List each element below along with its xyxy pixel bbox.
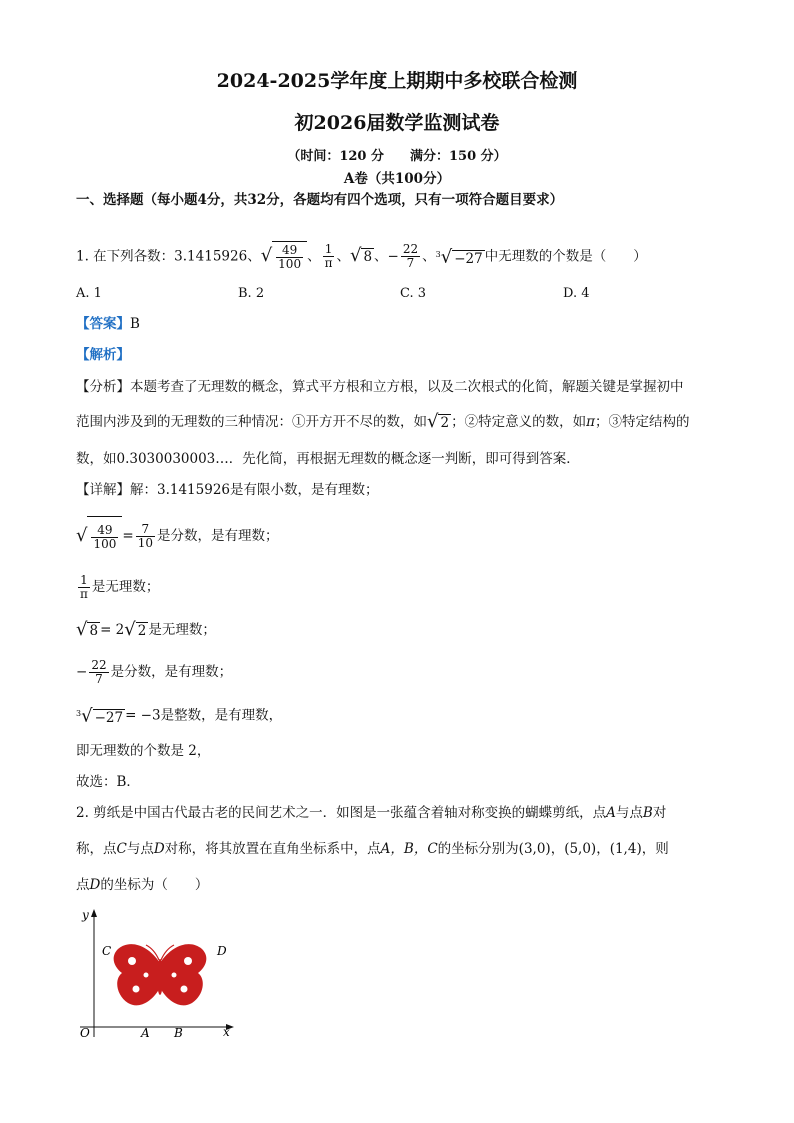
q2-text-2a: 称，点 xyxy=(76,841,117,857)
analysis-heading xyxy=(76,345,130,365)
detail-label: 【详解】 xyxy=(76,482,130,498)
q2-line-1 xyxy=(76,803,666,823)
detail-line-3 xyxy=(76,570,159,604)
d2-num: 49 xyxy=(97,523,113,537)
q1-cbrt: $^3$√ −27 xyxy=(435,246,483,268)
q1-f2-den: 7 xyxy=(401,256,420,270)
detail-line-7: 即无理数的个数是 2， xyxy=(76,743,211,759)
point-d-label: D xyxy=(217,944,227,958)
d5-num: 22 xyxy=(91,658,107,672)
q1-f-num: 1 xyxy=(324,242,333,257)
d5-text: 是分数，是有理数； xyxy=(110,664,233,680)
y-arrow-icon xyxy=(91,909,97,917)
analysis-label: 【解析】 xyxy=(76,347,130,363)
q1-sqrt8: √ 8 xyxy=(349,245,373,267)
q1-cbrt-val: −27 xyxy=(454,250,483,267)
d5-neg: − xyxy=(76,664,88,680)
q1-f-den: π xyxy=(324,256,333,271)
analysis-sqrt2: 2 xyxy=(440,415,450,431)
point-c-label: C xyxy=(102,944,112,958)
detail-line-5 xyxy=(76,654,232,690)
q2-c2: (5,0) xyxy=(564,841,597,857)
d2-rnum: 7 xyxy=(141,522,150,536)
d6-eq: = −3 xyxy=(125,707,161,724)
q1-suffix: 中无理数的个数是（ ） xyxy=(484,248,647,265)
q2-text-2c: 的坐标分别为 xyxy=(437,841,519,857)
question-1 xyxy=(76,240,647,274)
analysis-line-2: 范围内涉及到的无理数的三种情况：①开方开不尽的数，如√ 2 ；②特定意义的数，如π；③特定结构的 xyxy=(76,411,690,432)
d4-eq: = 2 xyxy=(100,622,125,638)
d5-den: 7 xyxy=(89,672,108,686)
d4-b: 2 xyxy=(137,623,147,639)
q1-sqrt-fraction: √ $\frac{49}{100}$ xyxy=(261,241,307,272)
q2-line-3 xyxy=(76,875,208,895)
d3-text: 是无理数； xyxy=(91,579,160,595)
fenxi-label: 【分析】 xyxy=(76,379,130,395)
q2-c1: (3,0) xyxy=(518,841,551,857)
d6-a: −27 xyxy=(94,709,124,726)
d3-den: π xyxy=(80,587,88,601)
d4-a: 8 xyxy=(89,623,99,639)
q1-prefix: 1. 在下列各数： xyxy=(76,248,175,265)
d2-rden: 10 xyxy=(137,536,153,550)
d2-eq: = xyxy=(122,528,134,544)
answer-value: B xyxy=(130,316,140,332)
d3-num: 1 xyxy=(80,573,88,587)
analysis-text-2a: 范围内涉及到的无理数的三种情况：①开方开不尽的数，如 xyxy=(76,414,427,430)
analysis-text-2c: ；③特定结构的 xyxy=(594,414,690,430)
analysis-line-3: 数，如0.3030030003…．先化简，再根据无理数的概念逐一判断，即可得到答案． xyxy=(76,451,580,467)
butterfly-icon xyxy=(114,944,207,1005)
analysis-text-1: 本题考查了无理数的概念，算式平方根和立方根，以及二次根式的化简，解题关键是掌握初中 xyxy=(130,379,684,395)
q2-B: B xyxy=(642,805,653,821)
d4-text: 是无理数； xyxy=(148,622,216,638)
q1-sep: 、 xyxy=(247,248,261,265)
option-a: A. 1 xyxy=(76,286,102,301)
q1-sep: 、 xyxy=(374,248,388,265)
q2-text-2b: 对称，将其放置在直角坐标系中，点 xyxy=(164,841,381,857)
d2-text: 是分数，是有理数； xyxy=(156,528,279,544)
q2-text-1: 2. 剪纸是中国古代最古老的民间艺术之一．如图是一张蕴含着轴对称变换的蝴蝶剪纸，点 xyxy=(76,805,607,821)
analysis-pi: π xyxy=(586,414,595,430)
q2-mid1: 与点 xyxy=(615,805,643,821)
q2-text-3b: 的坐标为（ ） xyxy=(100,877,209,893)
q1-sep: 、 xyxy=(307,248,321,265)
q1-n1: 3.1415926 xyxy=(174,248,248,265)
q2-text-2d: ，则 xyxy=(641,841,669,857)
q2-mid2: 与点 xyxy=(126,841,154,857)
q1-sqrt-den: 100 xyxy=(278,257,302,272)
detail-text-1: 解：3.1415926是有限小数，是有理数； xyxy=(130,482,379,498)
q2-line-2: 称，点C与点D对称，将其放置在直角坐标系中，点A，B，C的坐标分别为(3,0)，(5,0)，(1,4)，则 xyxy=(76,841,669,857)
q1-sep: 、 xyxy=(422,248,436,265)
point-a-label: A xyxy=(141,1026,150,1040)
q1-neg: − xyxy=(387,248,399,265)
q2-end1: 对 xyxy=(652,805,667,821)
exam-meta: （时间：120 分 满分：150 分） xyxy=(287,149,507,164)
q2-text-3a: 点 xyxy=(76,877,90,893)
analysis-line-1 xyxy=(76,377,684,397)
q1-sqrt-num: 49 xyxy=(281,243,298,258)
d6-text: 是整数，是有理数， xyxy=(160,707,283,724)
q2-pts: A，B，C xyxy=(380,841,438,857)
d2-den: 100 xyxy=(93,537,117,551)
q2-D2: D xyxy=(89,877,101,893)
q2-D: D xyxy=(153,841,165,857)
q2-C: C xyxy=(116,841,127,857)
option-b: B. 2 xyxy=(238,286,265,301)
detail-line-1 xyxy=(76,480,379,500)
answer-line xyxy=(76,314,140,334)
volume-label: A卷（共100分） xyxy=(343,171,451,187)
option-d: D. 4 xyxy=(563,286,590,301)
detail-line-6: $^3$√ −27 = −3是整数，是有理数， xyxy=(76,705,283,727)
option-c: C. 3 xyxy=(400,286,427,301)
q1-sep: 、 xyxy=(336,248,350,265)
analysis-text-2b: ；②特定意义的数，如 xyxy=(451,414,587,430)
y-axis-label: y xyxy=(82,908,89,922)
butterfly-figure xyxy=(70,905,250,1045)
exam-subtitle: 初2026届数学监测试卷 xyxy=(294,112,500,134)
detail-line-2: √ $\frac{49}{100}$ = $\frac{7}{10}$ 是分数，是有理数； xyxy=(76,516,278,557)
d6-idx: 3 xyxy=(76,709,82,718)
q2-A: A xyxy=(606,805,616,821)
origin-label: O xyxy=(80,1026,90,1040)
q1-frac-22-7 xyxy=(401,243,420,270)
q1-sqrt8-val: 8 xyxy=(363,249,373,266)
detail-line-8: 故选：B． xyxy=(76,774,140,790)
q1-cbrt-idx: 3 xyxy=(435,250,441,259)
q2-c3: (1,4) xyxy=(609,841,642,857)
answer-label: 【答案】 xyxy=(76,316,130,332)
q1-frac-1-pi xyxy=(323,243,335,270)
x-axis-label: x xyxy=(223,1025,230,1039)
point-b-label: B xyxy=(174,1026,183,1040)
q1-f2-num: 22 xyxy=(402,242,419,257)
detail-line-4: √ 8 = 2√ 2 是无理数； xyxy=(76,619,216,640)
exam-title: 2024-2025学年度上期期中多校联合检测 xyxy=(216,70,578,92)
section-heading: 一、选择题（每小题4分，共32分，各题均有四个选项，只有一项符合题目要求） xyxy=(76,192,564,208)
